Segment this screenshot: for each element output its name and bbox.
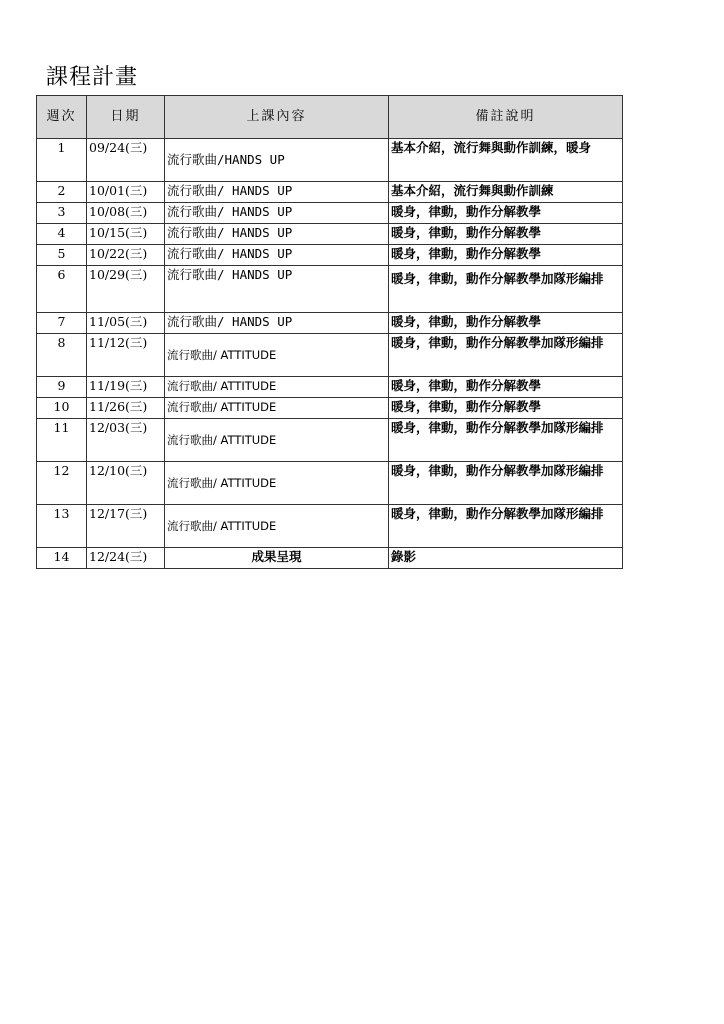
- content-cell: [165, 313, 389, 334]
- date-cell: 09/24(三): [87, 139, 165, 182]
- date-cell: 12/10(三): [87, 462, 165, 505]
- content-text: 流行歌曲/ HANDS UP: [167, 225, 293, 240]
- date-cell: 10/22(三): [87, 245, 165, 266]
- content-cell: [165, 203, 389, 224]
- week-cell: 5: [37, 245, 87, 266]
- note-cell: 暖身，律動，動作分解教學: [389, 313, 623, 334]
- table-row: [37, 224, 623, 245]
- week-cell: 11: [37, 419, 87, 462]
- week-cell: 12: [37, 462, 87, 505]
- date-cell: 12/24(三): [87, 548, 165, 569]
- content-cell: [165, 182, 389, 203]
- content-cell: [165, 419, 389, 462]
- table-row: [37, 139, 623, 182]
- content-text: 流行歌曲/ ATTITUDE: [167, 519, 277, 533]
- week-cell: 9: [37, 377, 87, 398]
- table-row: [37, 313, 623, 334]
- header-content: 上課內容: [165, 96, 389, 139]
- week-cell: 4: [37, 224, 87, 245]
- week-cell: 1: [37, 139, 87, 182]
- content-cell: [165, 266, 389, 313]
- header-date: 日期: [87, 96, 165, 139]
- content-text: 流行歌曲/ HANDS UP: [167, 204, 293, 219]
- content-text: 流行歌曲/ ATTITUDE: [167, 379, 277, 393]
- date-cell: 11/12(三): [87, 334, 165, 377]
- table-row: [37, 398, 623, 419]
- content-text: 流行歌曲/ HANDS UP: [167, 314, 293, 329]
- week-cell: 6: [37, 266, 87, 313]
- note-cell: 暖身，律動，動作分解教學加隊形編排: [389, 505, 623, 548]
- content-text: 流行歌曲/ HANDS UP: [167, 246, 293, 261]
- table-header-row: [37, 96, 623, 139]
- week-cell: 10: [37, 398, 87, 419]
- week-cell: 13: [37, 505, 87, 548]
- course-plan-table: [36, 95, 623, 569]
- week-cell: 8: [37, 334, 87, 377]
- content-cell: [165, 334, 389, 377]
- date-cell: 11/05(三): [87, 313, 165, 334]
- page-title: 課程計畫: [46, 65, 139, 90]
- date-cell: 10/08(三): [87, 203, 165, 224]
- content-text: 流行歌曲/ ATTITUDE: [167, 433, 277, 447]
- content-cell: [165, 398, 389, 419]
- content-cell: [165, 377, 389, 398]
- table-row: [37, 334, 623, 377]
- note-cell: 暖身，律動，動作分解教學: [389, 245, 623, 266]
- note-cell: 暖身，律動，動作分解教學: [389, 398, 623, 419]
- header-week: 週次: [37, 96, 87, 139]
- note-cell: 暖身，律動，動作分解教學: [389, 224, 623, 245]
- content-cell: [165, 505, 389, 548]
- table-row: [37, 419, 623, 462]
- week-cell: 2: [37, 182, 87, 203]
- date-cell: 10/29(三): [87, 266, 165, 313]
- note-cell: 暖身，律動，動作分解教學加隊形編排: [389, 334, 623, 377]
- note-cell: 暖身，律動，動作分解教學: [389, 203, 623, 224]
- note-cell: 暖身，律動，動作分解教學加隊形編排: [389, 266, 623, 313]
- date-cell: 12/17(三): [87, 505, 165, 548]
- content-cell: 成果呈現: [165, 548, 389, 569]
- note-cell: 錄影: [389, 548, 623, 569]
- note-cell: 暖身，律動，動作分解教學加隊形編排: [389, 419, 623, 462]
- date-cell: 11/26(三): [87, 398, 165, 419]
- note-cell: 暖身，律動，動作分解教學: [389, 377, 623, 398]
- date-cell: 10/01(三): [87, 182, 165, 203]
- table-row: [37, 266, 623, 313]
- content-text: 流行歌曲/ ATTITUDE: [167, 348, 277, 362]
- content-cell: [165, 245, 389, 266]
- content-cell: [165, 139, 389, 182]
- note-cell: 基本介紹，流行舞與動作訓練: [389, 182, 623, 203]
- content-cell: [165, 462, 389, 505]
- content-cell: [165, 224, 389, 245]
- date-cell: 10/15(三): [87, 224, 165, 245]
- table-row: [37, 245, 623, 266]
- week-cell: 14: [37, 548, 87, 569]
- date-cell: 11/19(三): [87, 377, 165, 398]
- table-row: [37, 462, 623, 505]
- content-text: 流行歌曲/ ATTITUDE: [167, 476, 277, 490]
- table-row: [37, 182, 623, 203]
- table-row: [37, 505, 623, 548]
- table-row: [37, 203, 623, 224]
- date-cell: 12/03(三): [87, 419, 165, 462]
- week-cell: 3: [37, 203, 87, 224]
- content-text: 流行歌曲/ ATTITUDE: [167, 400, 277, 414]
- note-cell: 基本介紹，流行舞與動作訓練，暖身: [389, 139, 623, 182]
- note-cell: 暖身，律動，動作分解教學加隊形編排: [389, 462, 623, 505]
- content-text: 流行歌曲/ HANDS UP: [167, 183, 293, 198]
- table-row: [37, 548, 623, 569]
- content-text: 流行歌曲/ HANDS UP: [167, 267, 293, 282]
- week-cell: 7: [37, 313, 87, 334]
- table-row: [37, 377, 623, 398]
- header-note: 備註說明: [389, 96, 623, 139]
- content-text: 流行歌曲/HANDS UP: [167, 152, 285, 167]
